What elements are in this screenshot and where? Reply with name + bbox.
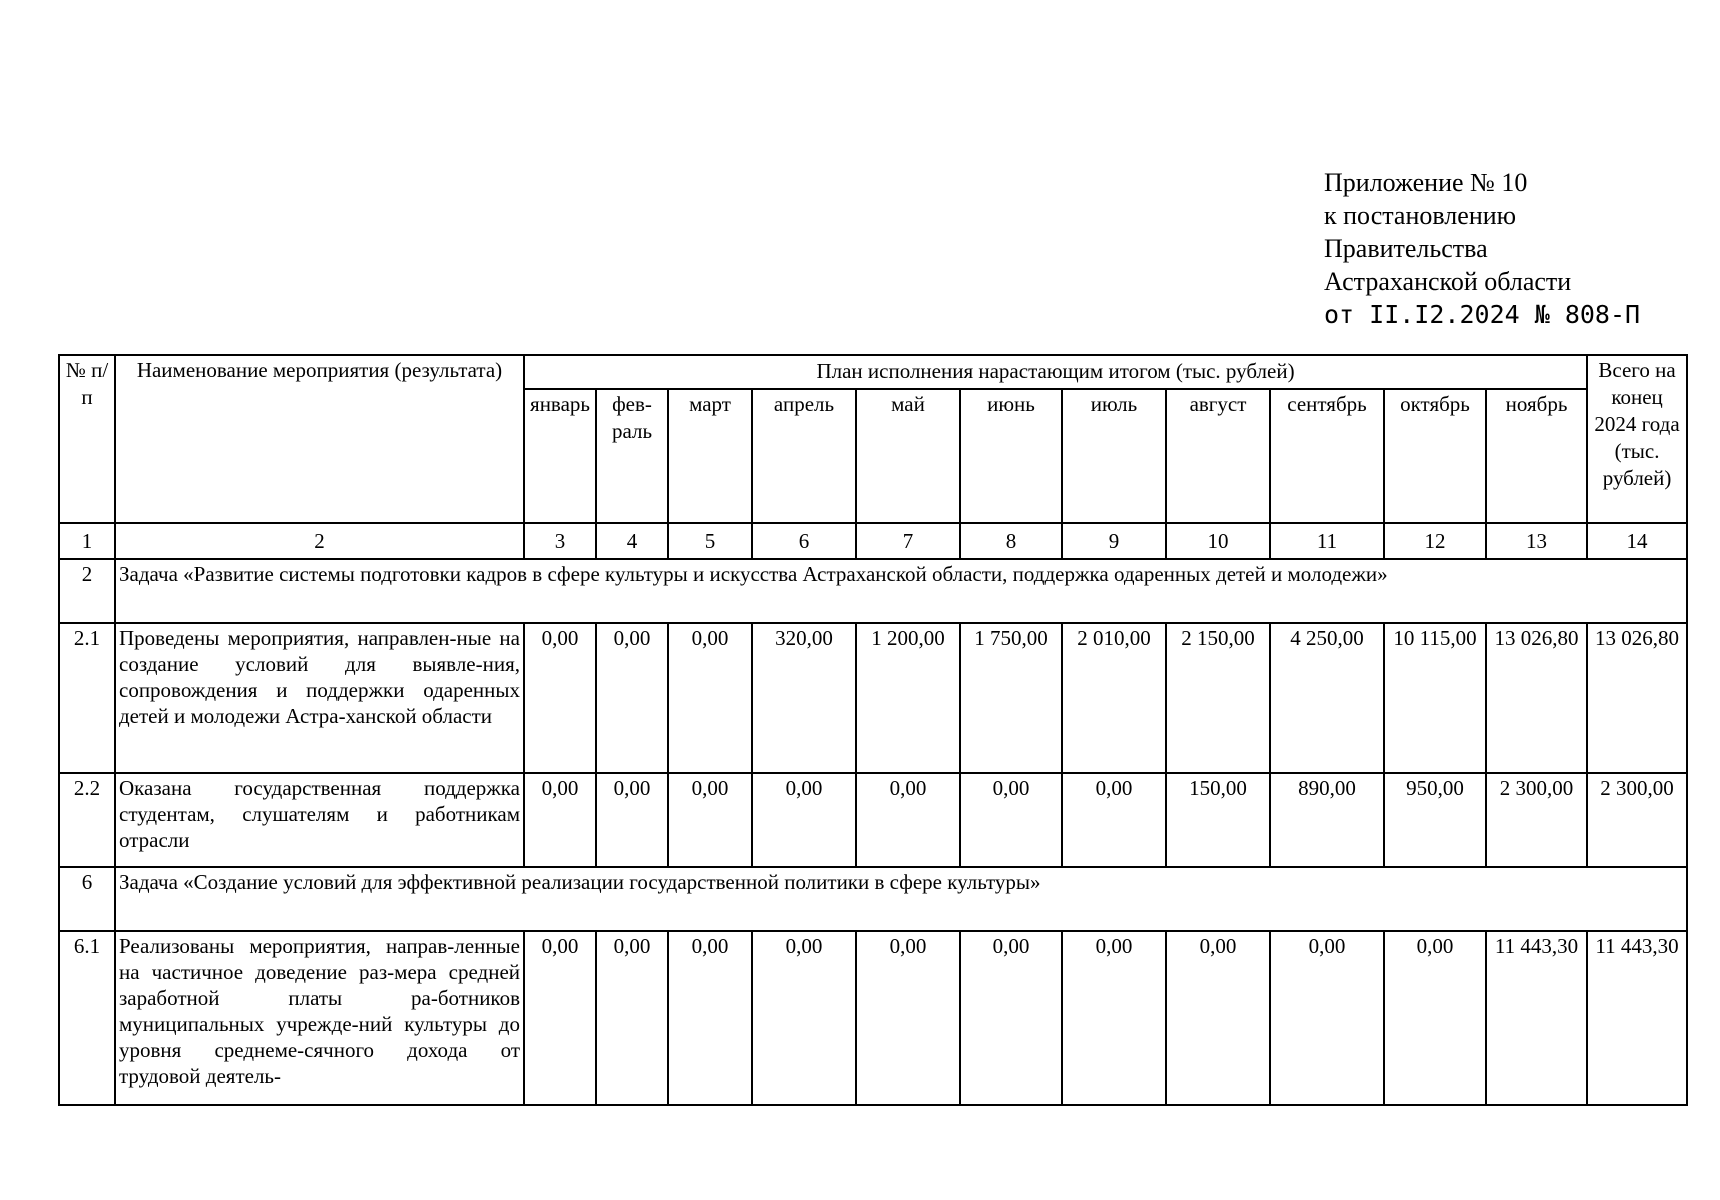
total-cell: 11 443,30 <box>1587 931 1687 1105</box>
column-number: 6 <box>752 523 856 559</box>
task-number: 6 <box>59 867 115 931</box>
value-cell: 0,00 <box>1166 931 1270 1105</box>
header-plan: План исполнения нарастающим итогом (тыс. рублей) <box>524 355 1587 389</box>
row-number: 2.2 <box>59 773 115 867</box>
column-number: 14 <box>1587 523 1687 559</box>
value-cell: 320,00 <box>752 623 856 773</box>
value-cell: 0,00 <box>596 773 668 867</box>
header-month: март <box>668 389 752 523</box>
activity-name: Оказана государственная поддержка студентам, слушателям и работникам отрасли <box>115 773 524 867</box>
column-number: 5 <box>668 523 752 559</box>
column-number: 8 <box>960 523 1062 559</box>
table-row <box>59 773 1687 867</box>
value-cell: 0,00 <box>960 773 1062 867</box>
table-row <box>59 623 1687 773</box>
appendix-date-number: от II.I2.2024 № 808-П <box>1324 300 1641 329</box>
value-cell: 0,00 <box>1062 931 1166 1105</box>
value-cell: 0,00 <box>668 931 752 1105</box>
value-cell: 0,00 <box>1270 931 1384 1105</box>
task-title: Задача «Создание условий для эффективной реализации государственной политики в сфере культуры» <box>115 867 1687 931</box>
value-cell: 0,00 <box>856 773 960 867</box>
row-number: 2.1 <box>59 623 115 773</box>
value-cell: 0,00 <box>1062 773 1166 867</box>
header-total: Всего на конец 2024 года (тыс. рублей) <box>1587 355 1687 523</box>
activity-name: Проведены мероприятия, направлен-ные на создание условий для выявле-ния, сопровождения и поддержки одаренных детей и молодежи Астра-ханской области <box>115 623 524 773</box>
value-cell: 890,00 <box>1270 773 1384 867</box>
appendix-title: Приложение № 10 <box>1324 168 1528 197</box>
header-month: май <box>856 389 960 523</box>
appendix-line: Правительства <box>1324 234 1488 263</box>
value-cell: 0,00 <box>596 931 668 1105</box>
column-number: 3 <box>524 523 596 559</box>
appendix-block <box>1324 166 1640 331</box>
value-cell: 0,00 <box>524 931 596 1105</box>
column-number: 9 <box>1062 523 1166 559</box>
value-cell: 11 443,30 <box>1486 931 1587 1105</box>
header-month: август <box>1166 389 1270 523</box>
header-name: Наименование мероприятия (результата) <box>115 355 524 523</box>
column-number: 12 <box>1384 523 1486 559</box>
value-cell: 10 115,00 <box>1384 623 1486 773</box>
column-number: 4 <box>596 523 668 559</box>
column-number: 2 <box>115 523 524 559</box>
value-cell: 0,00 <box>752 773 856 867</box>
column-number: 1 <box>59 523 115 559</box>
column-number: 11 <box>1270 523 1384 559</box>
value-cell: 1 750,00 <box>960 623 1062 773</box>
column-number: 10 <box>1166 523 1270 559</box>
task-title: Задача «Развитие системы подготовки кадров в сфере культуры и искусства Астраханской области, поддержка одаренных детей и молодежи» <box>115 559 1687 623</box>
header-month: апрель <box>752 389 856 523</box>
value-cell: 0,00 <box>668 623 752 773</box>
value-cell: 2 150,00 <box>1166 623 1270 773</box>
value-cell: 2 010,00 <box>1062 623 1166 773</box>
header-month: ноябрь <box>1486 389 1587 523</box>
value-cell: 0,00 <box>596 623 668 773</box>
appendix-line: к постановлению <box>1324 201 1517 230</box>
header-month: октябрь <box>1384 389 1486 523</box>
value-cell: 0,00 <box>960 931 1062 1105</box>
value-cell: 0,00 <box>668 773 752 867</box>
value-cell: 950,00 <box>1384 773 1486 867</box>
plan-table <box>58 354 1688 1106</box>
value-cell: 4 250,00 <box>1270 623 1384 773</box>
value-cell: 2 300,00 <box>1486 773 1587 867</box>
header-month: январь <box>524 389 596 523</box>
header-month: июль <box>1062 389 1166 523</box>
value-cell: 0,00 <box>1384 931 1486 1105</box>
header-month: июнь <box>960 389 1062 523</box>
header-num: № п/п <box>59 355 115 523</box>
column-number: 13 <box>1486 523 1587 559</box>
value-cell: 0,00 <box>524 773 596 867</box>
table-row <box>59 931 1687 1105</box>
value-cell: 0,00 <box>524 623 596 773</box>
task-row <box>59 559 1687 623</box>
value-cell: 1 200,00 <box>856 623 960 773</box>
value-cell: 0,00 <box>752 931 856 1105</box>
total-cell: 2 300,00 <box>1587 773 1687 867</box>
column-number: 7 <box>856 523 960 559</box>
task-row <box>59 867 1687 931</box>
column-number-row <box>59 523 1687 559</box>
value-cell: 150,00 <box>1166 773 1270 867</box>
total-cell: 13 026,80 <box>1587 623 1687 773</box>
task-number: 2 <box>59 559 115 623</box>
header-month: сентябрь <box>1270 389 1384 523</box>
header-month: фев-раль <box>596 389 668 523</box>
row-number: 6.1 <box>59 931 115 1105</box>
value-cell: 13 026,80 <box>1486 623 1587 773</box>
appendix-line: Астраханской области <box>1324 267 1572 296</box>
value-cell: 0,00 <box>856 931 960 1105</box>
activity-name: Реализованы мероприятия, направ-ленные на частичное доведение раз-мера средней заработной платы ра-ботников муниципальных учрежде-ний культуры до уровня среднеме-сячного дохода от трудовой деятель- <box>115 931 524 1105</box>
